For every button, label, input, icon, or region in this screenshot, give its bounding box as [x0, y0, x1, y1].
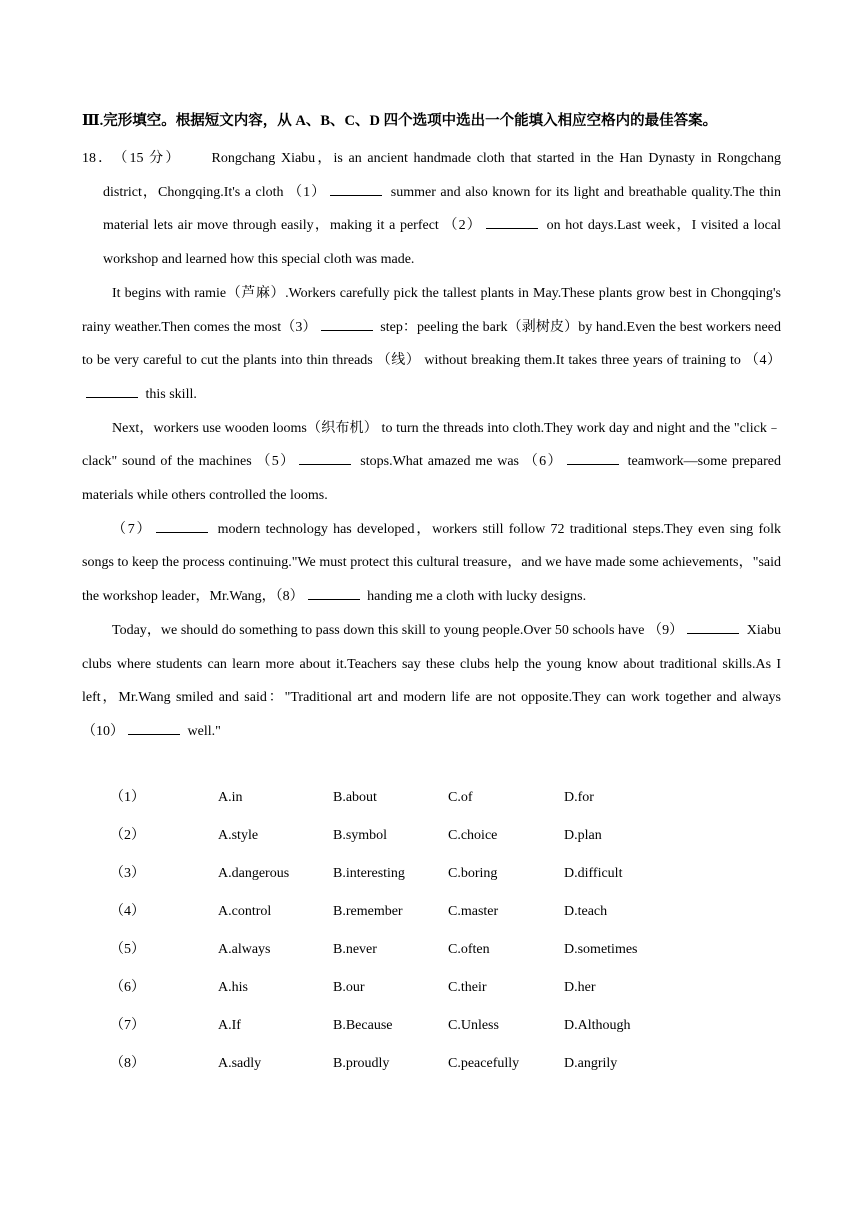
passage-paragraph-5 [82, 614, 781, 749]
passage-text: on hot days.Last week，I visited a local workshop and learned how this special cloth was made. [103, 218, 781, 268]
section-title: Ⅲ.完形填空。根据短文内容，从 A、B、C、D 四个选项中选出一个能填入相应空格内的最佳答案。 [82, 113, 718, 129]
option-c[interactable]: C.of [448, 790, 473, 805]
question-number: 18． [82, 151, 115, 166]
option-d[interactable]: D.angrily [564, 1056, 618, 1071]
option-d[interactable]: D.for [564, 790, 594, 805]
option-d[interactable]: D.Although [564, 1018, 631, 1033]
passage-text: modern technology has developed，workers still follow 72 traditional steps.They even sing folk songs to keep the process continuing."We must protect this cultural treasure，and we have made some achievements，"said the workshop leader，Mr.Wang，（8） [82, 521, 781, 605]
option-b[interactable]: B.proudly [333, 1056, 390, 1071]
options-table [82, 784, 722, 1088]
passage-text: this skill. [142, 386, 197, 402]
option-question-number: （7） [110, 1018, 145, 1033]
option-a[interactable]: A.If [218, 1018, 241, 1033]
option-d[interactable]: D.difficult [564, 866, 623, 881]
option-question-number: （8） [110, 1056, 145, 1071]
option-row [82, 1012, 722, 1050]
option-question-number: （5） [110, 942, 145, 957]
option-a[interactable]: A.always [218, 942, 271, 957]
option-c[interactable]: C.their [448, 980, 487, 995]
passage-text: Rongchang Xiabu，is an ancient handmade cloth that started in the Han Dynasty in Rongchang district，Chongqing.It's a cloth （1） [103, 151, 782, 200]
passage-text: teamwork—some prepared materials while others controlled the looms. [82, 454, 781, 504]
option-b[interactable]: B.about [333, 790, 377, 805]
passage-text: Today，we should do something to pass down this skill to young people.Over 50 schools have （9） [112, 622, 684, 638]
option-row [82, 822, 722, 860]
option-row [82, 784, 722, 822]
option-a[interactable]: A.control [218, 904, 272, 919]
option-b[interactable]: B.remember [333, 904, 403, 919]
option-b[interactable]: B.interesting [333, 866, 405, 881]
option-d[interactable]: D.plan [564, 828, 602, 843]
option-b[interactable]: B.our [333, 980, 365, 995]
answer-blank [486, 214, 538, 229]
passage-paragraph-4 [82, 513, 781, 614]
option-question-number: （3） [110, 866, 145, 881]
option-c[interactable]: C.boring [448, 866, 498, 881]
answer-blank [567, 450, 619, 465]
option-a[interactable]: A.dangerous [218, 866, 290, 881]
passage-text: stops.What amazed me was （6） [355, 454, 563, 470]
passage-text: summer and also known for its light and breathable quality.The thin material lets air move through easily，making it a perfect （2） [103, 184, 781, 234]
option-question-number: （2） [110, 828, 145, 843]
cloze-passage [82, 142, 781, 749]
answer-blank [86, 383, 138, 398]
option-row [82, 898, 722, 936]
answer-blank [299, 450, 351, 465]
answer-blank [330, 181, 382, 196]
passage-paragraph-1 [82, 142, 781, 277]
answer-blank [308, 585, 360, 600]
answer-blank [128, 720, 180, 735]
option-a[interactable]: A.his [218, 980, 248, 995]
passage-text: It begins with ramie（芦麻）.Workers carefully pick the tallest plants in May.These plants grow best in Chongqing's rainy weather.Then comes the most（3） [82, 285, 781, 335]
option-d[interactable]: D.her [564, 980, 596, 995]
passage-text: handing me a cloth with lucky designs. [363, 589, 587, 605]
option-row [82, 1050, 722, 1088]
option-a[interactable]: A.style [218, 828, 259, 843]
option-question-number: （6） [110, 980, 145, 995]
passage-text: Xiabu clubs where students can learn more about it.Teachers say these clubs help the young know about traditional skills.As I left，Mr.Wang smiled and said："Traditional art and modern life are not opposite.They can work together and always （10） [82, 622, 782, 739]
option-c[interactable]: C.choice [448, 828, 498, 843]
passage-text: （7） [112, 521, 153, 537]
option-c[interactable]: C.Unless [448, 1018, 499, 1033]
option-row [82, 936, 722, 974]
option-row [82, 974, 722, 1012]
option-b[interactable]: B.Because [333, 1018, 393, 1033]
option-b[interactable]: B.never [333, 942, 377, 957]
option-a[interactable]: A.sadly [218, 1056, 262, 1071]
answer-blank [156, 518, 208, 533]
answer-blank [321, 316, 373, 331]
answer-blank [687, 619, 739, 634]
option-d[interactable]: D.sometimes [564, 942, 638, 957]
option-question-number: （4） [110, 904, 145, 919]
option-row [82, 860, 722, 898]
option-question-number: （1） [110, 790, 145, 805]
passage-text: step：peeling the bark（剥树皮）by hand.Even the best workers need to be very careful to cut the plants into thin threads （线） without breaking them.It takes three years of training to （4） [82, 319, 781, 369]
passage-paragraph-2 [82, 277, 781, 412]
question-points: （15 分） [120, 151, 182, 166]
option-c[interactable]: C.often [448, 942, 490, 957]
option-b[interactable]: B.symbol [333, 828, 388, 843]
option-a[interactable]: A.in [218, 790, 243, 805]
passage-paragraph-3 [82, 412, 781, 513]
option-c[interactable]: C.master [448, 904, 499, 919]
passage-text: well." [184, 723, 221, 739]
option-c[interactable]: C.peacefully [448, 1056, 520, 1071]
option-d[interactable]: D.teach [564, 904, 608, 919]
passage-text: Next，workers use wooden looms（织布机） to turn the threads into cloth.They work day and night and the "click﹣clack" sound of the machines （5） [82, 420, 781, 470]
